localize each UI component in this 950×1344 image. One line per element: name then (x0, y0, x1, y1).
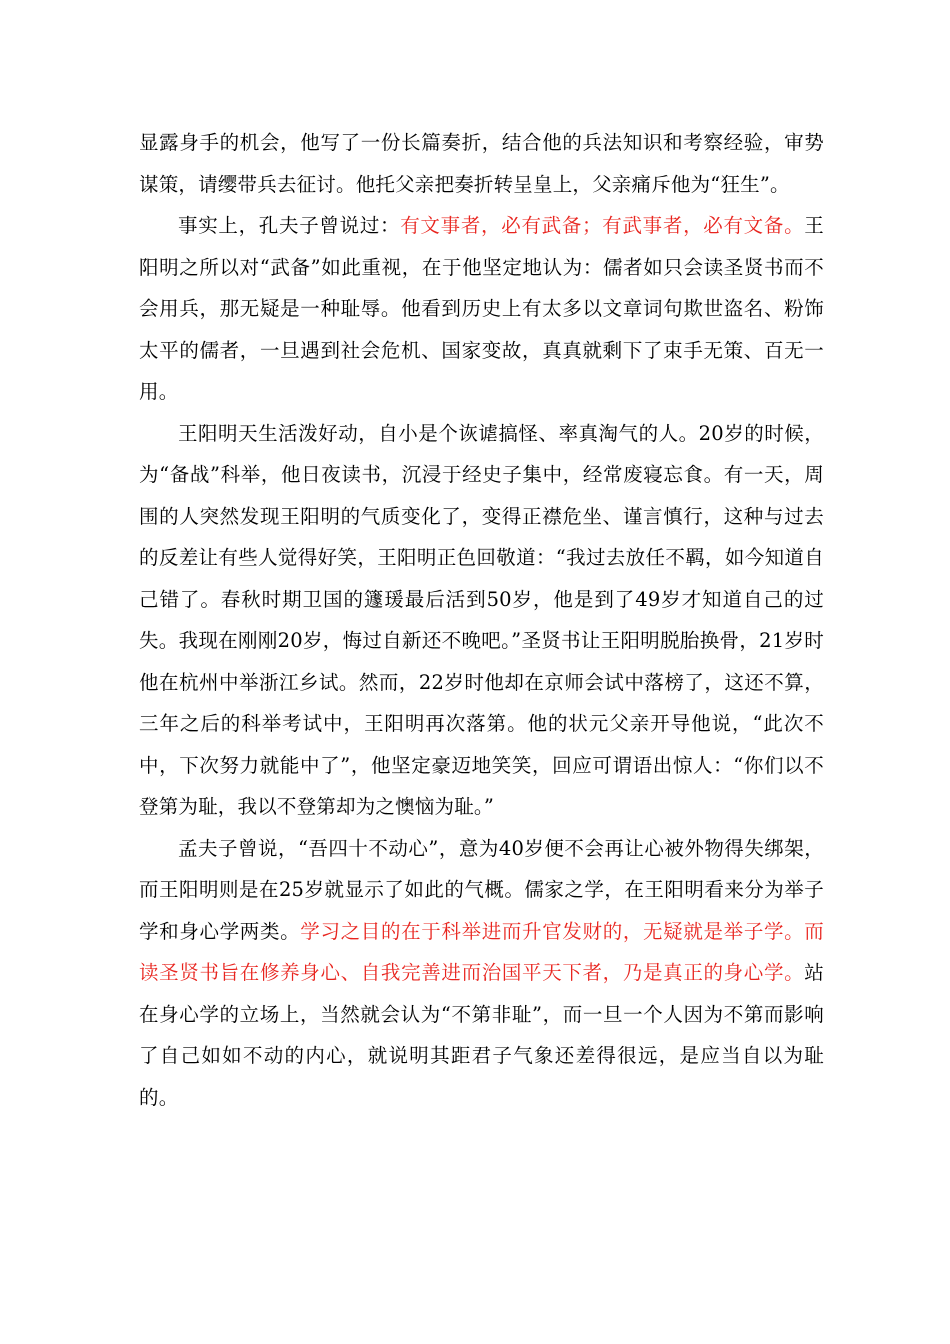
paragraph-2 (139, 205, 824, 413)
paragraph-4-highlight: 学习之目的在于科举进而升官发财的，无疑就是举子学。而读圣贤书旨在修养身心、自我完善进而治国平天下者，乃是真正的身心学。 (139, 919, 825, 984)
paragraph-4 (139, 828, 824, 1119)
document-page (139, 122, 824, 1118)
paragraph-4-text-b: 站在身心学的立场上，当然就会认为“不第非耻”，而一旦一个人因为不第而影响了自己如如不动的内心，就说明其距君子气象还差得很远，是应当自以为耻的。 (139, 961, 824, 1109)
paragraph-4-text-a: 孟夫子曾说，“吾四十不动心”，意为40岁便不会再让心被外物得失绑架，而王阳明则是在25岁就显示了如此的气概。儒家之学，在王阳明看来分为举子学和身心学两类。 (139, 836, 824, 943)
paragraph-3-text: 王阳明天生活泼好动，自小是个诙谑搞怪、率真淘气的人。20岁的时候，为“备战”科举，他日夜读书，沉浸于经史子集中，经常废寝忘食。有一天，周围的人突然发现王阳明的气质变化了，变得正襟危坐、谨言慎行，这种与过去的反差让有些人觉得好笑，王阳明正色回敬道：“我过去放任不羁，如今知道自己错了。春秋时期卫国的籧瑗最后活到50岁，他是到了49岁才知道自己的过失。我现在刚刚20岁，悔过自新还不晚吧。”圣贤书让王阳明脱胎换骨，21岁时他在杭州中举浙江乡试。然而，22岁时他却在京师会试中落榜了，这还不算，三年之后的科举考试中，王阳明再次落第。他的状元父亲开导他说，“此次不中，下次努力就能中了”，他坚定豪迈地笑笑，回应可谓语出惊人：“你们以不登第为耻，我以不登第却为之懊恼为耻。” (139, 421, 824, 818)
paragraph-3 (139, 413, 824, 828)
paragraph-2-text-a: 事实上，孔夫子曾说过： (178, 214, 401, 237)
paragraph-1-text: 显露身手的机会，他写了一份长篇奏折，结合他的兵法知识和考察经验，审势谋策，请缨带兵去征讨。他托父亲把奏折转呈皇上，父亲痛斥他为“狂生”。 (139, 131, 824, 196)
paragraph-2-highlight: 有文事者，必有武备；有武事者，必有文备。 (400, 214, 805, 237)
paragraph-1 (139, 122, 824, 205)
paragraph-2-text-b: 王阳明之所以对“武备”如此重视，在于他坚定地认为：儒者如只会读圣贤书而不会用兵，那无疑是一种耻辱。他看到历史上有太多以文章词句欺世盗名、粉饰太平的儒者，一旦遇到社会危机、国家变故，真真就剩下了束手无策、百无一用。 (139, 214, 824, 403)
